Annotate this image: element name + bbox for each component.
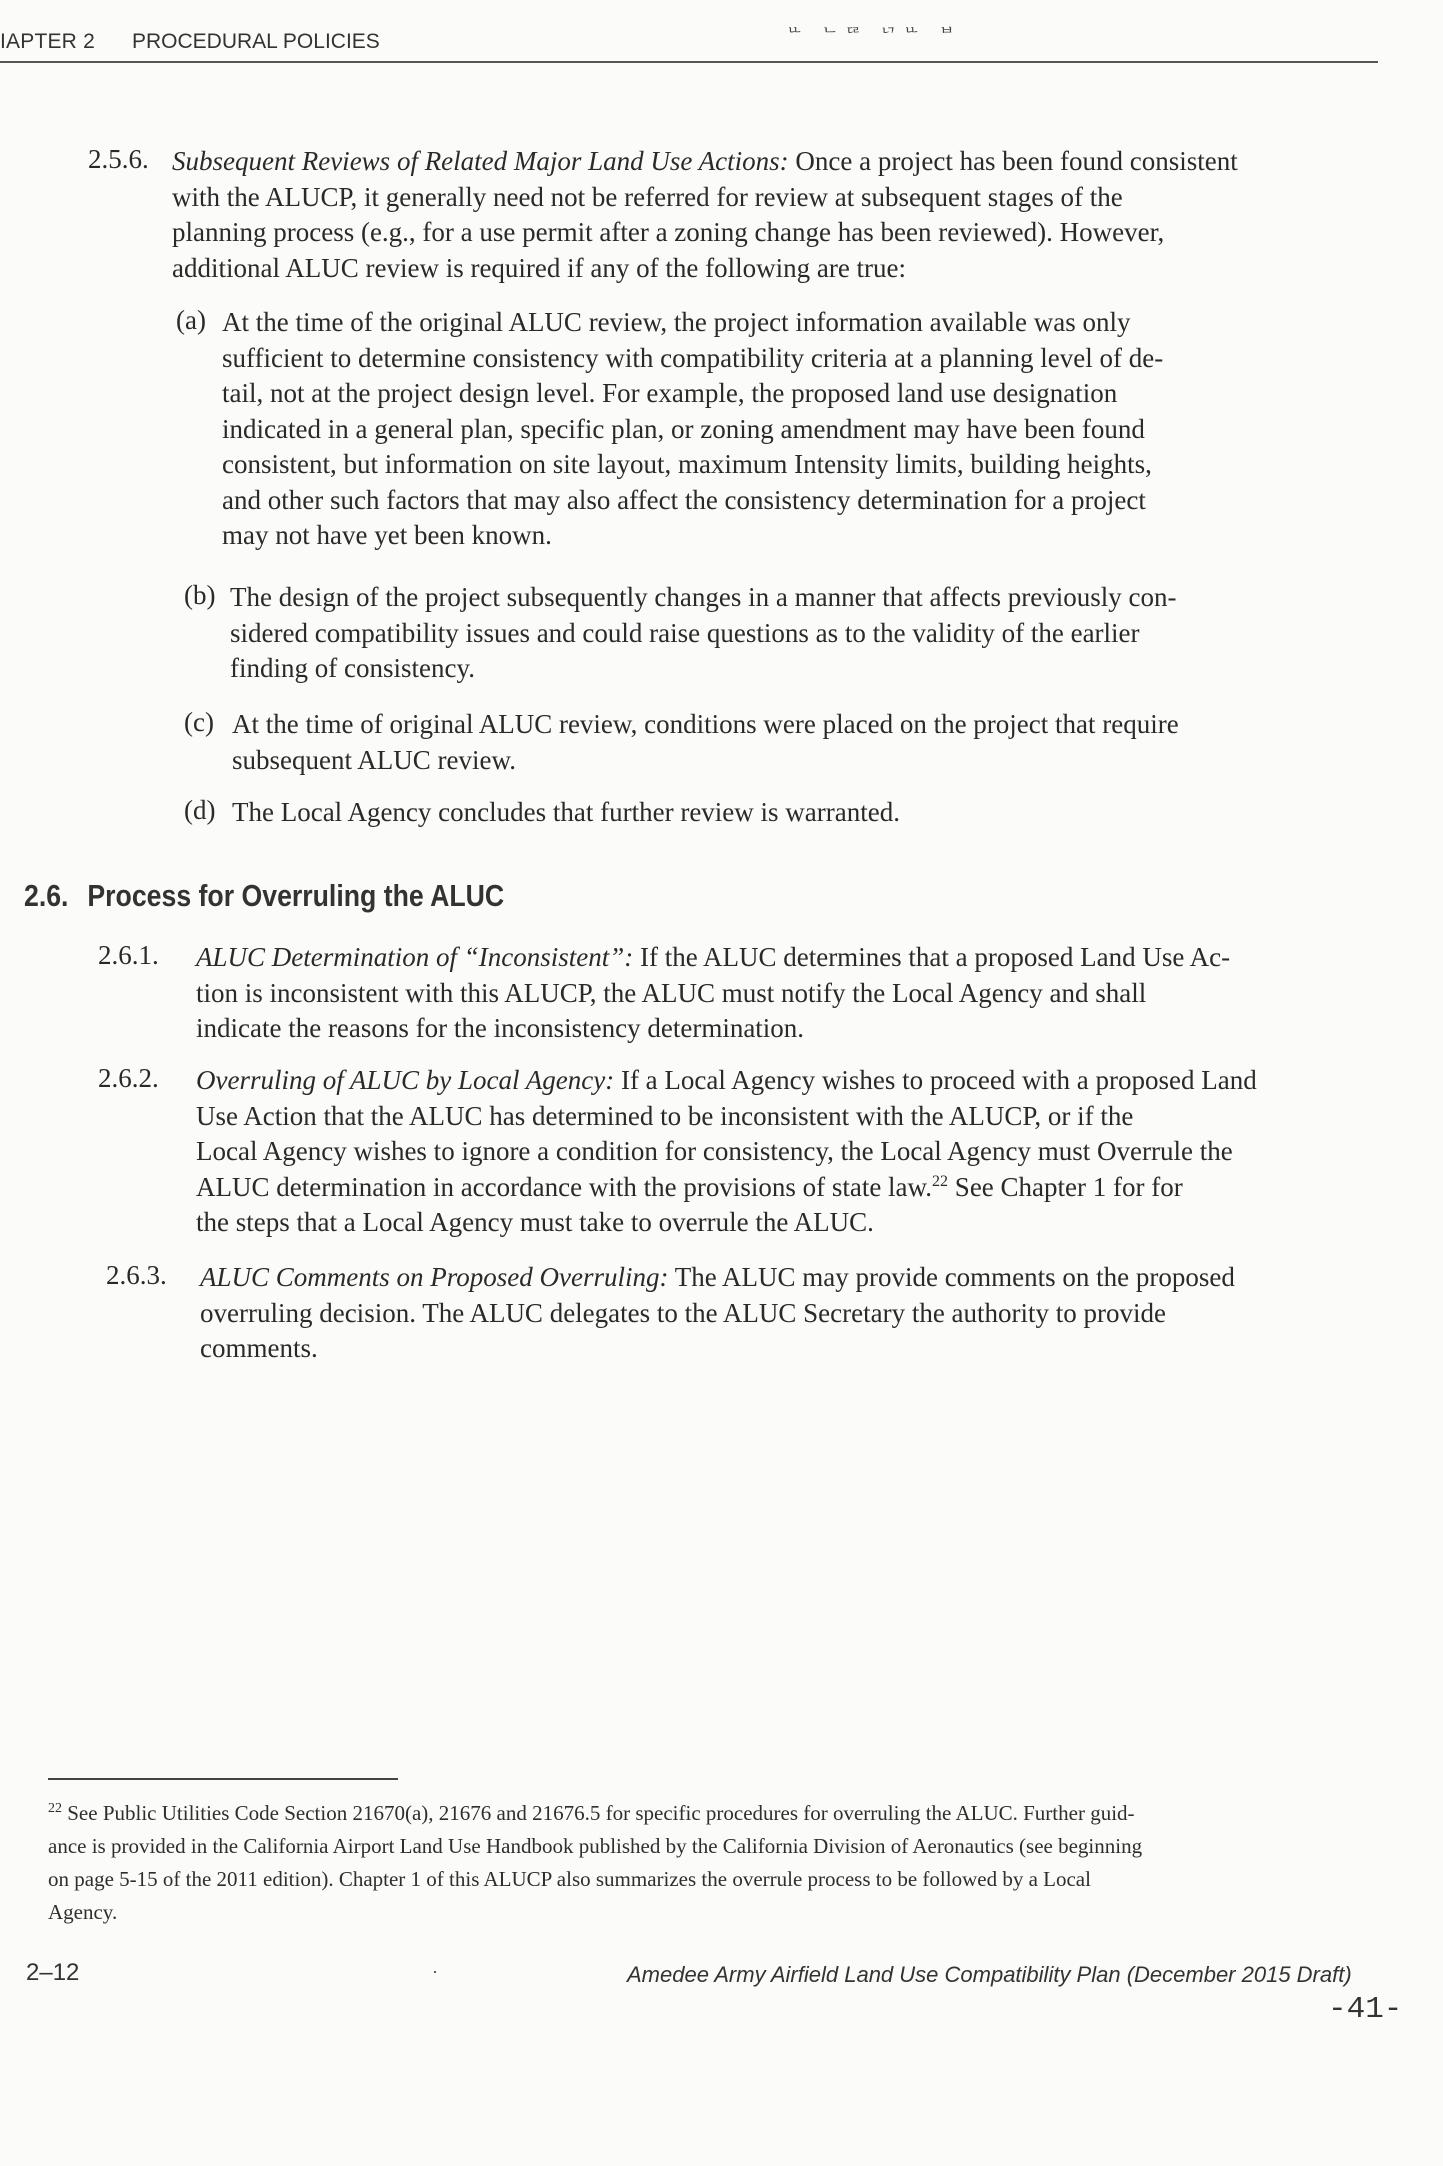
section-2-6-2-body: Overruling of ALUC by Local Agency: If a Local Agency wishes to proceed with a proposed Land Use Action that the ALUC has determined to be inconsistent with the ALUCP, or if the Local Agency wishes to ignore a condition for consistency, the Local Agency must Overrule the ALUC determination in accordance with the provisions of state law.$^{22}$ See Chapter 1 for for the steps that a Local Agency must take to overrule the ALUC. — [196, 1065, 1257, 1237]
section-2-5-6-line-2: with the ALUCP, it generally need not be referred for review at subsequent stages of the — [172, 181, 1123, 212]
footnote-22: $^{22}$ See Public Utilities Code Section 21670(a), 21676 and 21676.5 for specific procedures for overruling the ALUC. Further guid- ance is provided in the California Airport Land Use Handbook published by the California Division of Aeronautics (see beginning on page 5-15 of the 2011 edition). Chapter 1 of this ALUCP also summarizes the overrule process to be followed by a Local Agency. — [48, 1801, 1143, 1924]
section-2-6-2-title: Overruling of ALUC by Local Agency: — [196, 1065, 615, 1095]
footnote-marker: 22 — [48, 1801, 62, 1816]
running-header-chapter: IAPTER 2 — [0, 30, 95, 53]
section-2-5-6-title: Subsequent Reviews of Related Major Land Use Actions: — [172, 146, 789, 176]
section-heading-2-6 — [24, 878, 504, 914]
footer-document-title: Amedee Army Airfield Land Use Compatibility Plan (December 2015 Draft) — [627, 1962, 1352, 1987]
item-a-text: At the time of the original ALUC review, the project information available was only sufficient to determine consistency with compatibility criteria at a planning level of de- tail, not at the project design level. For example, the proposed land use designation indicated in a general plan, specific plan, or zoning amendment may have been found consistent, but information on site layout, maximum Intensity limits, building heights, and other such factors that may also affect the consistency determination for a project may not have yet been known. — [222, 307, 1164, 550]
item-b-text: The design of the project subsequently changes in a manner that affects previously con- sidered compatibility issues and could raise questions as to the validity of the earlier finding of consistency. — [230, 582, 1177, 683]
section-heading-number: 2.6. — [24, 878, 69, 913]
item-d-text: The Local Agency concludes that further review is warranted. — [232, 797, 900, 827]
footnote-rule — [48, 1778, 398, 1780]
item-c-label: (c) — [184, 707, 214, 737]
section-2-6-3-title: ALUC Comments on Proposed Overruling: — [200, 1262, 669, 1292]
item-b-label: (b) — [184, 580, 216, 610]
section-2-5-6-line-3: planning process (e.g., for a use permit after a zoning change has been reviewed). However, — [172, 217, 1165, 247]
footer-dot: · — [432, 1962, 438, 1982]
running-header-title: PROCEDURAL POLICIES — [132, 30, 380, 53]
section-2-5-6-line-4: additional ALUC review is required if any of the following are true: — [172, 252, 907, 283]
header-scan-marks: ᄔ ᄂᄃᄅ ᄓᄔ ᄇ — [786, 26, 962, 47]
header-rule — [0, 61, 1378, 63]
footnote-ref-22[interactable]: 22 — [932, 1172, 949, 1190]
item-a-label: (a) — [176, 305, 206, 335]
page-stamp: -41- — [1328, 1992, 1403, 2027]
section-heading-title: Process for Overruling the ALUC — [87, 878, 505, 913]
section-2-6-3-body: ALUC Comments on Proposed Overruling: The ALUC may provide comments on the proposed overruling decision. The ALUC delegates to the ALUC Secretary the authority to provide comments. — [200, 1262, 1235, 1363]
section-2-5-6-line-1: Subsequent Reviews of Related Major Land Use Actions: Once a project has been found consistent — [172, 146, 1238, 176]
section-number-2-6-1: 2.6.1. — [98, 940, 159, 970]
section-number-2-5-6: 2.5.6. — [88, 144, 149, 174]
section-number-2-6-3: 2.6.3. — [106, 1260, 167, 1290]
section-number-2-6-2: 2.6.2. — [98, 1063, 159, 1093]
footer-page-number: 2–12 — [26, 1959, 80, 1986]
item-d-label: (d) — [184, 795, 216, 825]
section-2-6-1-body: ALUC Determination of “Inconsistent”: If the ALUC determines that a proposed Land Use Ac- tion is inconsistent with this ALUCP, the ALUC must notify the Local Agency and shall indicate the reasons for the inconsistency determination. — [196, 942, 1231, 1043]
item-c-text: At the time of original ALUC review, conditions were placed on the project that require subsequent ALUC review. — [232, 709, 1179, 775]
section-2-5-6-body — [172, 144, 1302, 286]
section-2-6-1-title: ALUC Determination of “Inconsistent”: — [196, 942, 634, 972]
